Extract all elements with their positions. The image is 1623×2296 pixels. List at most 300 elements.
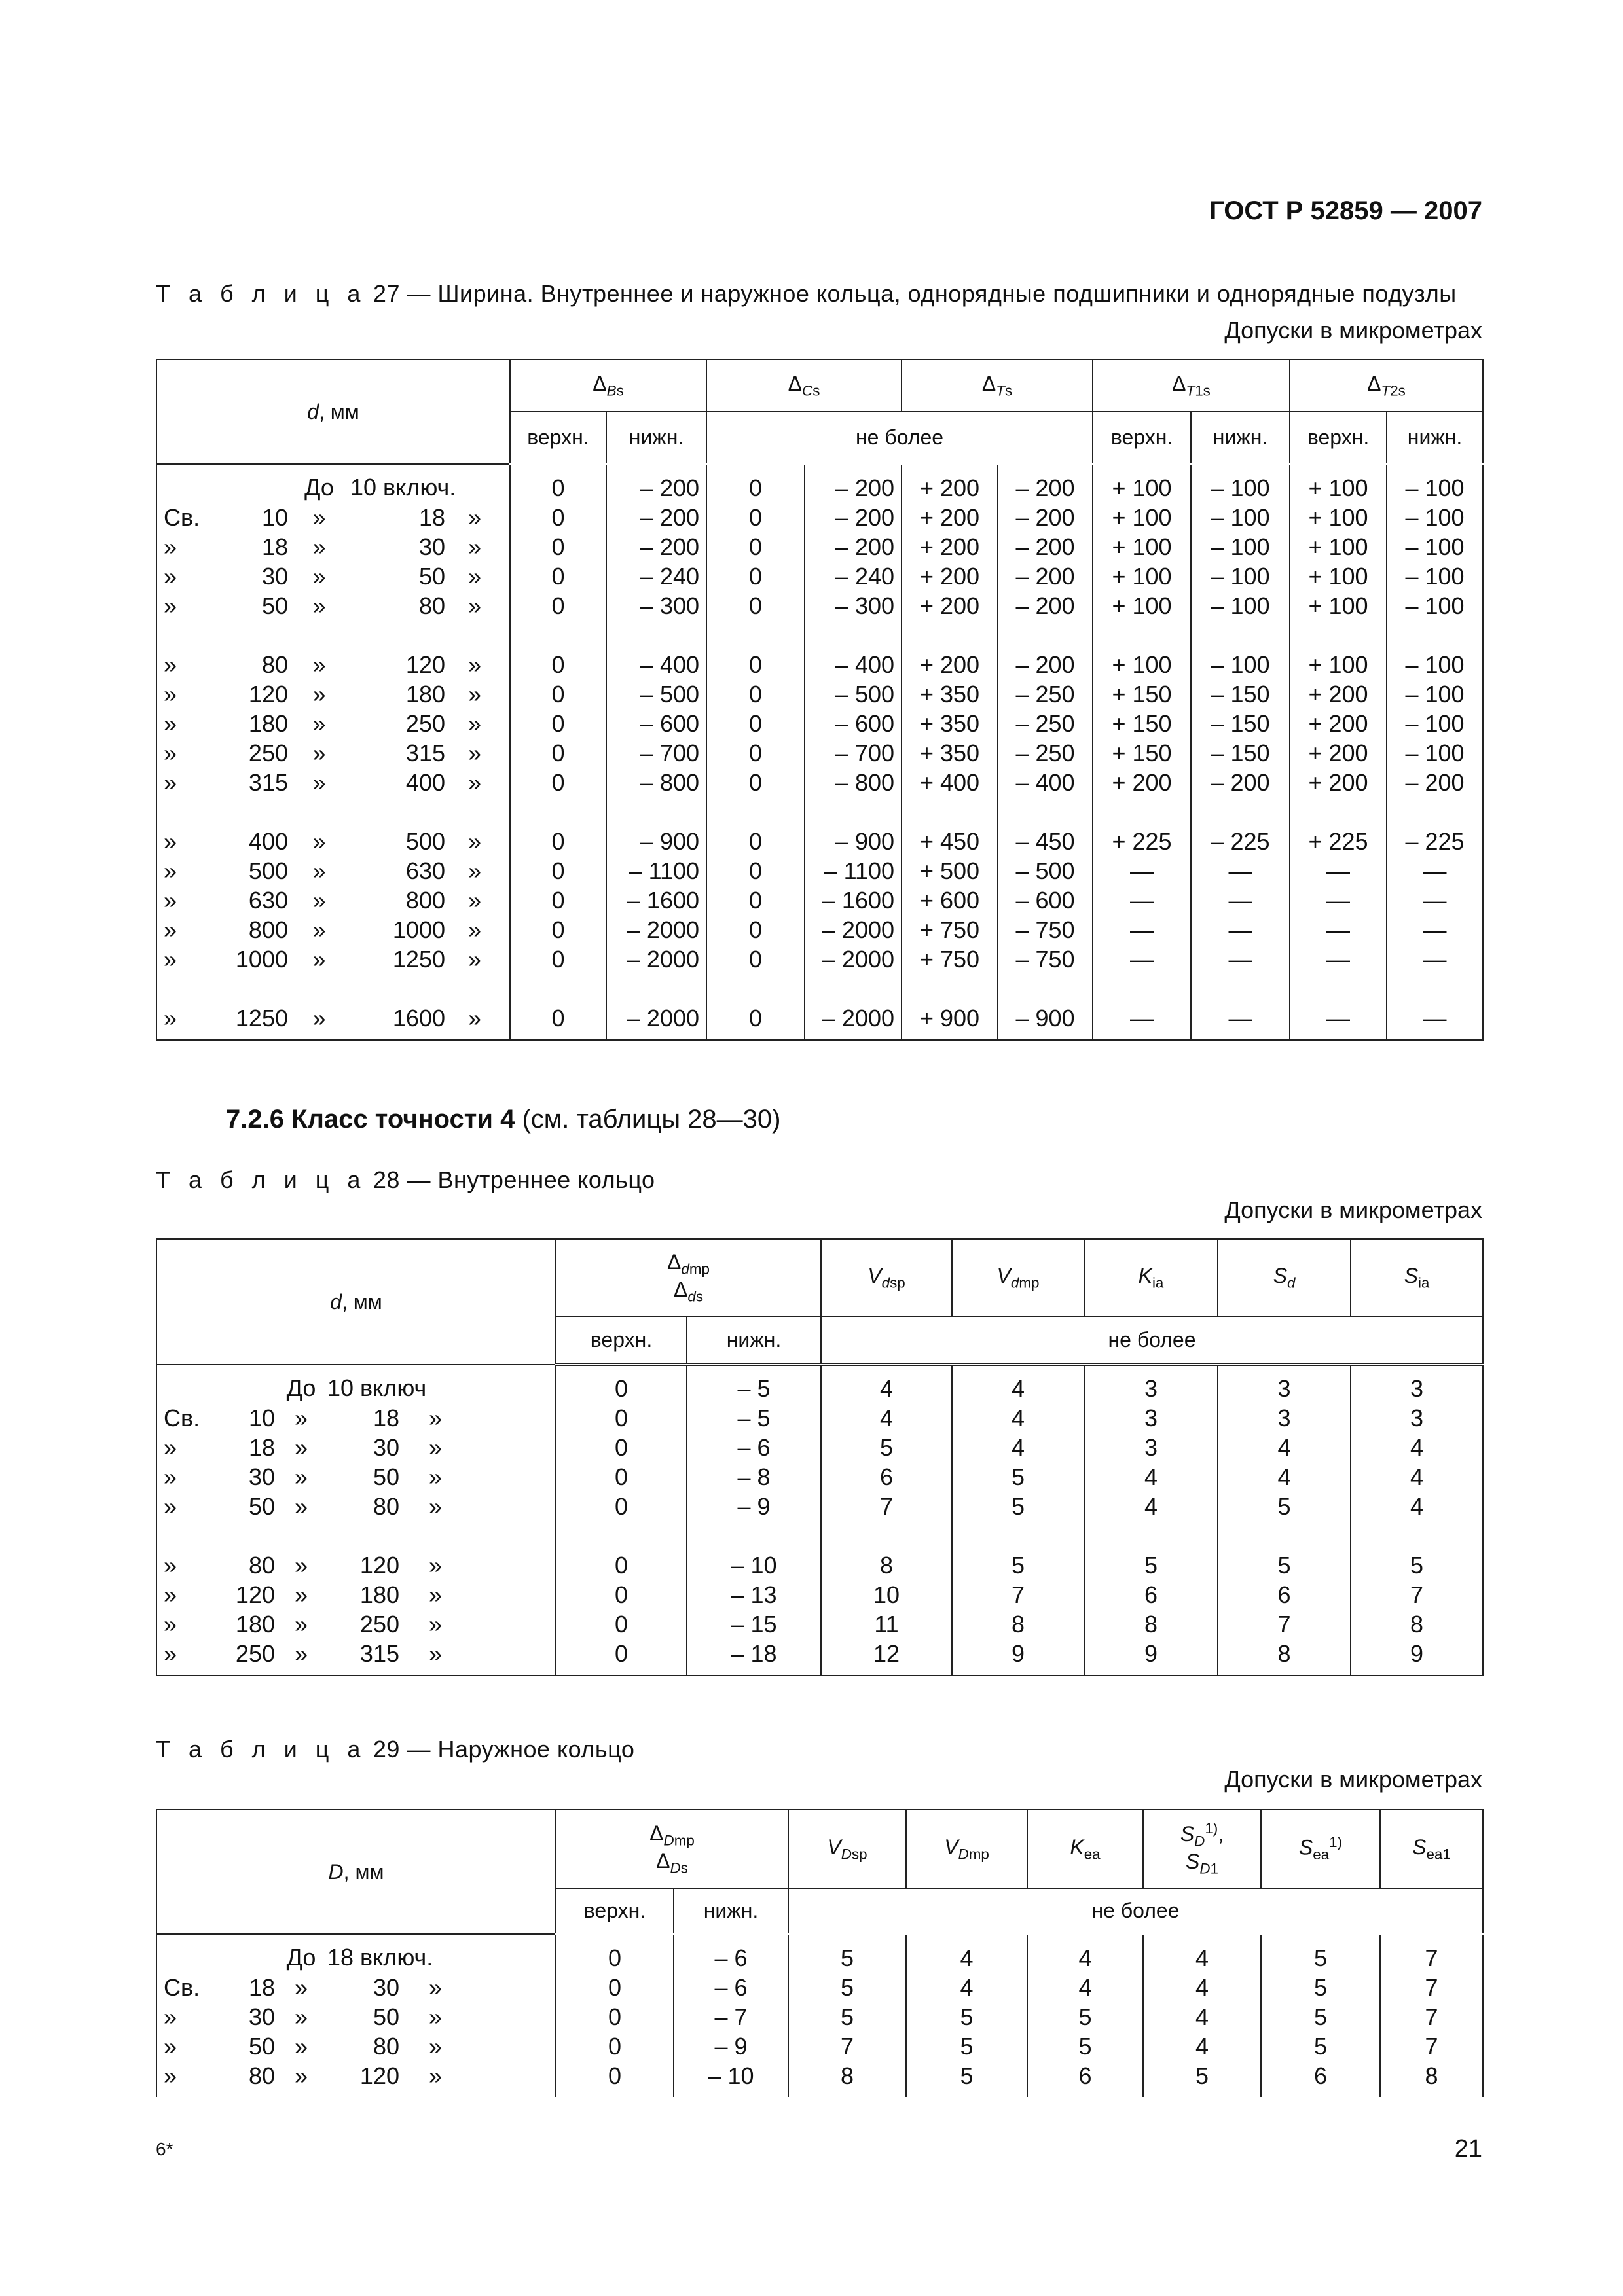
value-cell: + 100 <box>1290 620 1387 679</box>
range-cell: » 500 » 630 » <box>156 856 510 886</box>
range-cell: Св. 18 » 30 » <box>156 1973 556 2002</box>
value-cell: 4 <box>1218 1433 1351 1462</box>
value-cell: 0 <box>556 1580 687 1609</box>
range-cell: » 1250 » 1600 » <box>156 974 510 1040</box>
value-cell: 5 <box>1261 1934 1380 1973</box>
value-cell: 0 <box>706 944 805 974</box>
value-cell: – 600 <box>805 709 902 738</box>
value-cell: – 100 <box>1191 591 1290 620</box>
value-cell: 0 <box>510 503 606 532</box>
value-cell: – 250 <box>998 679 1093 709</box>
value-cell: – 8 <box>687 1462 821 1492</box>
value-cell: – 800 <box>805 768 902 797</box>
range-cell: » 315 » 400 » <box>156 768 510 797</box>
table-row <box>156 1521 1483 1580</box>
table28-units: Допуски в микрометрах <box>1224 1196 1482 1223</box>
range-cell: » 50 » 80 » <box>156 1492 556 1521</box>
value-cell: 5 <box>788 1934 906 1973</box>
value-cell: 0 <box>556 2032 674 2061</box>
range-cell: » 250 » 315 » <box>156 1639 556 1676</box>
value-cell: 0 <box>706 591 805 620</box>
table29-caption: Т а б л и ц а 29 — Наружное кольцо <box>156 1736 635 1763</box>
value-cell: 0 <box>510 591 606 620</box>
table-row <box>156 1492 1483 1521</box>
value-cell: + 225 <box>1093 797 1191 856</box>
value-cell: – 100 <box>1191 503 1290 532</box>
col-D-header: D, мм <box>156 1810 556 1934</box>
value-cell: – 240 <box>805 562 902 591</box>
not-more-label: не более <box>821 1316 1483 1365</box>
value-cell: – 225 <box>1387 797 1483 856</box>
value-cell: – 600 <box>998 886 1093 915</box>
value-cell: + 200 <box>1290 738 1387 768</box>
value-cell: – 200 <box>1191 768 1290 797</box>
value-cell: 0 <box>706 768 805 797</box>
value-cell: + 100 <box>1290 562 1387 591</box>
value-cell: 4 <box>952 1365 1084 1403</box>
value-cell: 8 <box>788 2061 906 2097</box>
table-row <box>156 915 1483 944</box>
table-row <box>156 1580 1483 1609</box>
vDsp-header: $V_{Dsp}$ <box>788 1810 906 1888</box>
value-cell: – 200 <box>805 503 902 532</box>
range-cell: » 180 » 250 » <box>156 1609 556 1639</box>
value-cell: – 100 <box>1387 679 1483 709</box>
delta-t2s-header: $\Delta_{T2s}$ <box>1290 359 1483 412</box>
value-cell: 3 <box>1351 1365 1483 1403</box>
value-cell: 5 <box>1261 1973 1380 2002</box>
table-row <box>156 2061 1483 2097</box>
value-cell: 8 <box>821 1521 952 1580</box>
value-cell: – 9 <box>674 2032 788 2061</box>
value-cell: + 100 <box>1093 464 1191 503</box>
value-cell: 4 <box>1351 1492 1483 1521</box>
value-cell: – 750 <box>998 944 1093 974</box>
value-cell: 12 <box>821 1639 952 1676</box>
value-cell: 0 <box>556 1433 687 1462</box>
value-cell: 0 <box>510 738 606 768</box>
value-cell: – 200 <box>998 532 1093 562</box>
value-cell: – 800 <box>606 768 706 797</box>
value-cell: 0 <box>556 1973 674 2002</box>
value-cell: 5 <box>1261 2032 1380 2061</box>
value-cell: 7 <box>821 1492 952 1521</box>
value-cell: – 700 <box>805 738 902 768</box>
upper-label: верхн. <box>510 412 606 464</box>
value-cell: – 200 <box>998 503 1093 532</box>
value-cell: 0 <box>510 886 606 915</box>
value-cell: – 250 <box>998 738 1093 768</box>
value-cell: 4 <box>906 1973 1027 2002</box>
value-cell: – 750 <box>998 915 1093 944</box>
value-cell: – 100 <box>1387 738 1483 768</box>
value-cell: 0 <box>556 1934 674 1973</box>
value-cell: 8 <box>1218 1639 1351 1676</box>
delta-ts-header: $\Delta_{Ts}$ <box>902 359 1093 412</box>
value-cell: 4 <box>1143 1973 1261 2002</box>
value-cell: – 2000 <box>805 944 902 974</box>
lower-label: нижн. <box>674 1888 788 1934</box>
value-cell: + 200 <box>1093 768 1191 797</box>
value-cell: – 100 <box>1387 620 1483 679</box>
table-row <box>156 532 1483 562</box>
value-cell: 4 <box>1218 1462 1351 1492</box>
range-cell: » 180 » 250 » <box>156 709 510 738</box>
value-cell: + 100 <box>1290 532 1387 562</box>
sea-header: $S_{ea}^{1)}$ <box>1261 1810 1380 1888</box>
value-cell: – 2000 <box>805 915 902 944</box>
value-cell: 5 <box>906 2061 1027 2097</box>
table-row <box>156 620 1483 679</box>
value-cell: 0 <box>556 1521 687 1580</box>
value-cell: – 2000 <box>606 915 706 944</box>
value-cell: + 400 <box>902 768 998 797</box>
value-cell: 8 <box>1084 1609 1218 1639</box>
value-cell: 0 <box>556 1462 687 1492</box>
value-cell: 4 <box>1143 2002 1261 2032</box>
value-cell: — <box>1093 856 1191 886</box>
value-cell: 4 <box>952 1403 1084 1433</box>
value-cell: – 100 <box>1387 591 1483 620</box>
value-cell: – 6 <box>674 1973 788 2002</box>
value-cell: 5 <box>952 1521 1084 1580</box>
value-cell: 5 <box>788 1973 906 2002</box>
value-cell: 6 <box>1027 2061 1143 2097</box>
value-cell: – 250 <box>998 709 1093 738</box>
table-row <box>156 797 1483 856</box>
value-cell: 0 <box>706 797 805 856</box>
value-cell: — <box>1290 856 1387 886</box>
value-cell: 9 <box>952 1639 1084 1676</box>
value-cell: – 900 <box>998 974 1093 1040</box>
value-cell: — <box>1093 886 1191 915</box>
table29-units: Допуски в микрометрах <box>1224 1766 1482 1793</box>
value-cell: — <box>1387 856 1483 886</box>
value-cell: 0 <box>706 620 805 679</box>
value-cell: – 10 <box>674 2061 788 2097</box>
sea1-header: $S_{ea1}$ <box>1380 1810 1483 1888</box>
value-cell: 6 <box>1084 1580 1218 1609</box>
value-cell: + 900 <box>902 974 998 1040</box>
range-cell: » 30 » 50 » <box>156 1462 556 1492</box>
upper-label: верхн. <box>556 1316 687 1365</box>
value-cell: 0 <box>556 1365 687 1403</box>
value-cell: – 7 <box>674 2002 788 2032</box>
value-cell: — <box>1191 856 1290 886</box>
range-cell: » 50 » 80 » <box>156 2032 556 2061</box>
value-cell: 0 <box>510 620 606 679</box>
value-cell: 0 <box>706 503 805 532</box>
value-cell: – 100 <box>1191 464 1290 503</box>
value-cell: — <box>1387 915 1483 944</box>
value-cell: + 150 <box>1093 738 1191 768</box>
delta-bs-header: $\Delta_{Bs}$ <box>510 359 706 412</box>
value-cell: – 300 <box>805 591 902 620</box>
range-cell: Св. 10 » 18 » <box>156 503 510 532</box>
page-number: 21 <box>1454 2135 1482 2162</box>
range-cell: » 18 » 30 » <box>156 1433 556 1462</box>
value-cell: 5 <box>906 2002 1027 2032</box>
value-cell: + 450 <box>902 797 998 856</box>
value-cell: 9 <box>1084 1639 1218 1676</box>
value-cell: – 2000 <box>606 944 706 974</box>
value-cell: 5 <box>906 2032 1027 2061</box>
range-cell: » 18 » 30 » <box>156 532 510 562</box>
value-cell: + 150 <box>1093 679 1191 709</box>
value-cell: 0 <box>706 464 805 503</box>
range-cell: До 18 включ. <box>156 1934 556 1973</box>
value-cell: – 200 <box>998 620 1093 679</box>
value-cell: + 200 <box>902 464 998 503</box>
value-cell: 0 <box>706 974 805 1040</box>
table27-body <box>156 464 1483 1040</box>
value-cell: – 450 <box>998 797 1093 856</box>
value-cell: 0 <box>556 2061 674 2097</box>
value-cell: – 200 <box>1387 768 1483 797</box>
value-cell: 11 <box>821 1609 952 1639</box>
value-cell: — <box>1191 886 1290 915</box>
value-cell: 7 <box>788 2032 906 2061</box>
value-cell: – 15 <box>687 1609 821 1639</box>
table29-body <box>156 1934 1483 2097</box>
table-row <box>156 1639 1483 1676</box>
value-cell: 8 <box>952 1609 1084 1639</box>
value-cell: – 200 <box>606 532 706 562</box>
lower-label: нижн. <box>1191 412 1290 464</box>
range-cell: » 80 » 120 » <box>156 2061 556 2097</box>
range-cell: » 800 » 1000 » <box>156 915 510 944</box>
value-cell: + 200 <box>1290 768 1387 797</box>
value-cell: 4 <box>1027 1973 1143 2002</box>
value-cell: – 5 <box>687 1403 821 1433</box>
value-cell: — <box>1093 915 1191 944</box>
delta-dmp-ds-header: $\Delta_{dmp}$ $\Delta_{ds}$ <box>556 1239 821 1316</box>
table-row <box>156 562 1483 591</box>
value-cell: + 750 <box>902 944 998 974</box>
footer-mark: 6* <box>156 2139 173 2159</box>
range-cell: » 630 » 800 » <box>156 886 510 915</box>
value-cell: + 200 <box>1290 679 1387 709</box>
value-cell: 7 <box>1380 1934 1483 1973</box>
value-cell: – 500 <box>998 856 1093 886</box>
value-cell: – 100 <box>1387 562 1483 591</box>
value-cell: 4 <box>1084 1492 1218 1521</box>
value-cell: + 500 <box>902 856 998 886</box>
range-cell: » 50 » 80 » <box>156 591 510 620</box>
value-cell: 5 <box>1143 2061 1261 2097</box>
value-cell: 4 <box>1351 1433 1483 1462</box>
value-cell: 5 <box>952 1492 1084 1521</box>
value-cell: – 100 <box>1387 709 1483 738</box>
value-cell: 5 <box>1261 2002 1380 2032</box>
value-cell: — <box>1387 974 1483 1040</box>
value-cell: – 200 <box>805 464 902 503</box>
value-cell: + 100 <box>1093 620 1191 679</box>
value-cell: 8 <box>1380 2061 1483 2097</box>
table-row <box>156 1462 1483 1492</box>
value-cell: 8 <box>1351 1609 1483 1639</box>
value-cell: + 100 <box>1093 562 1191 591</box>
value-cell: – 700 <box>606 738 706 768</box>
value-cell: – 200 <box>606 503 706 532</box>
value-cell: + 100 <box>1093 591 1191 620</box>
table-row <box>156 768 1483 797</box>
table27 <box>156 359 1484 1041</box>
kea-header: $K_{ea}$ <box>1027 1810 1143 1888</box>
table-row <box>156 1609 1483 1639</box>
range-cell: » 400 » 500 » <box>156 797 510 856</box>
value-cell: – 9 <box>687 1492 821 1521</box>
value-cell: – 1600 <box>805 886 902 915</box>
value-cell: – 100 <box>1387 464 1483 503</box>
value-cell: + 350 <box>902 679 998 709</box>
value-cell: + 100 <box>1093 532 1191 562</box>
value-cell: 4 <box>821 1365 952 1403</box>
value-cell: 0 <box>510 915 606 944</box>
value-cell: + 350 <box>902 709 998 738</box>
value-cell: — <box>1191 915 1290 944</box>
value-cell: + 100 <box>1290 591 1387 620</box>
table-row <box>156 856 1483 886</box>
table-row <box>156 709 1483 738</box>
value-cell: 3 <box>1218 1365 1351 1403</box>
value-cell: 3 <box>1084 1365 1218 1403</box>
value-cell: 5 <box>788 2002 906 2032</box>
value-cell: 0 <box>510 464 606 503</box>
value-cell: – 2000 <box>606 974 706 1040</box>
value-cell: – 1600 <box>606 886 706 915</box>
value-cell: – 500 <box>805 679 902 709</box>
delta-cs-header: $\Delta_{Cs}$ <box>706 359 902 412</box>
value-cell: 0 <box>556 2002 674 2032</box>
value-cell: 0 <box>510 974 606 1040</box>
value-cell: – 200 <box>998 562 1093 591</box>
value-cell: — <box>1290 974 1387 1040</box>
value-cell: – 225 <box>1191 797 1290 856</box>
table-row <box>156 1433 1483 1462</box>
value-cell: + 200 <box>902 591 998 620</box>
not-more-label: не более <box>706 412 1093 464</box>
value-cell: 4 <box>821 1403 952 1433</box>
delta-t1s-header: $\Delta_{T1s}$ <box>1093 359 1290 412</box>
col-d-header: d, мм <box>156 359 510 464</box>
value-cell: — <box>1290 944 1387 974</box>
value-cell: 0 <box>510 768 606 797</box>
value-cell: + 200 <box>902 620 998 679</box>
range-cell: » 250 » 315 » <box>156 738 510 768</box>
value-cell: – 10 <box>687 1521 821 1580</box>
value-cell: 0 <box>706 738 805 768</box>
table-row <box>156 464 1483 503</box>
value-cell: 6 <box>1261 2061 1380 2097</box>
value-cell: 0 <box>706 679 805 709</box>
value-cell: 3 <box>1084 1403 1218 1433</box>
table28-caption: Т а б л и ц а 28 — Внутреннее кольцо <box>156 1166 655 1193</box>
upper-label: верхн. <box>1290 412 1387 464</box>
value-cell: – 500 <box>606 679 706 709</box>
value-cell: – 150 <box>1191 709 1290 738</box>
vdsp-header: $V_{dsp}$ <box>821 1239 952 1316</box>
value-cell: 7 <box>1351 1580 1483 1609</box>
value-cell: – 400 <box>805 620 902 679</box>
value-cell: 5 <box>1027 2032 1143 2061</box>
value-cell: 10 <box>821 1580 952 1609</box>
value-cell: — <box>1387 886 1483 915</box>
value-cell: + 200 <box>902 503 998 532</box>
value-cell: 7 <box>1380 1973 1483 2002</box>
value-cell: + 750 <box>902 915 998 944</box>
value-cell: – 300 <box>606 591 706 620</box>
value-cell: 0 <box>556 1403 687 1433</box>
value-cell: — <box>1093 974 1191 1040</box>
value-cell: 3 <box>1351 1403 1483 1433</box>
value-cell: 0 <box>706 532 805 562</box>
table-row <box>156 1365 1483 1403</box>
value-cell: + 100 <box>1290 464 1387 503</box>
table28 <box>156 1238 1484 1676</box>
value-cell: 7 <box>1218 1609 1351 1639</box>
table-row <box>156 1403 1483 1433</box>
sd-header: $S_d$ <box>1218 1239 1351 1316</box>
range-cell: » 80 » 120 » <box>156 620 510 679</box>
value-cell: 5 <box>1218 1521 1351 1580</box>
value-cell: – 200 <box>606 464 706 503</box>
value-cell: – 6 <box>687 1433 821 1462</box>
value-cell: 7 <box>952 1580 1084 1609</box>
range-cell: » 120 » 180 » <box>156 679 510 709</box>
value-cell: 0 <box>706 562 805 591</box>
range-cell: Св. 10 » 18 » <box>156 1403 556 1433</box>
sD-sD1-header: $S_D^{1)}$, $S_{D1}$ <box>1143 1810 1261 1888</box>
value-cell: – 18 <box>687 1639 821 1676</box>
section-heading: 7.2.6 Класс точности 4 (см. таблицы 28—30) <box>226 1105 781 1134</box>
value-cell: 6 <box>821 1462 952 1492</box>
value-cell: – 100 <box>1387 503 1483 532</box>
value-cell: 0 <box>556 1492 687 1521</box>
upper-label: верхн. <box>556 1888 674 1934</box>
value-cell: 0 <box>510 797 606 856</box>
value-cell: – 400 <box>606 620 706 679</box>
value-cell: 4 <box>1084 1462 1218 1492</box>
value-cell: 9 <box>1351 1639 1483 1676</box>
value-cell: 0 <box>706 886 805 915</box>
value-cell: 0 <box>510 856 606 886</box>
value-cell: – 13 <box>687 1580 821 1609</box>
value-cell: 0 <box>510 562 606 591</box>
table-row <box>156 886 1483 915</box>
value-cell: + 100 <box>1093 503 1191 532</box>
table-row <box>156 1934 1483 1973</box>
value-cell: 0 <box>510 709 606 738</box>
value-cell: – 200 <box>998 464 1093 503</box>
value-cell: – 600 <box>606 709 706 738</box>
vDmp-header: $V_{Dmp}$ <box>906 1810 1027 1888</box>
value-cell: 5 <box>1218 1492 1351 1521</box>
value-cell: 4 <box>952 1433 1084 1462</box>
range-cell: » 80 » 120 » <box>156 1521 556 1580</box>
table28-body <box>156 1365 1483 1676</box>
value-cell: 0 <box>510 679 606 709</box>
value-cell: + 200 <box>902 562 998 591</box>
value-cell: 5 <box>821 1433 952 1462</box>
value-cell: 5 <box>952 1462 1084 1492</box>
table-row <box>156 738 1483 768</box>
value-cell: – 1100 <box>606 856 706 886</box>
value-cell: – 6 <box>674 1934 788 1973</box>
value-cell: 0 <box>706 709 805 738</box>
value-cell: 4 <box>1351 1462 1483 1492</box>
value-cell: + 600 <box>902 886 998 915</box>
